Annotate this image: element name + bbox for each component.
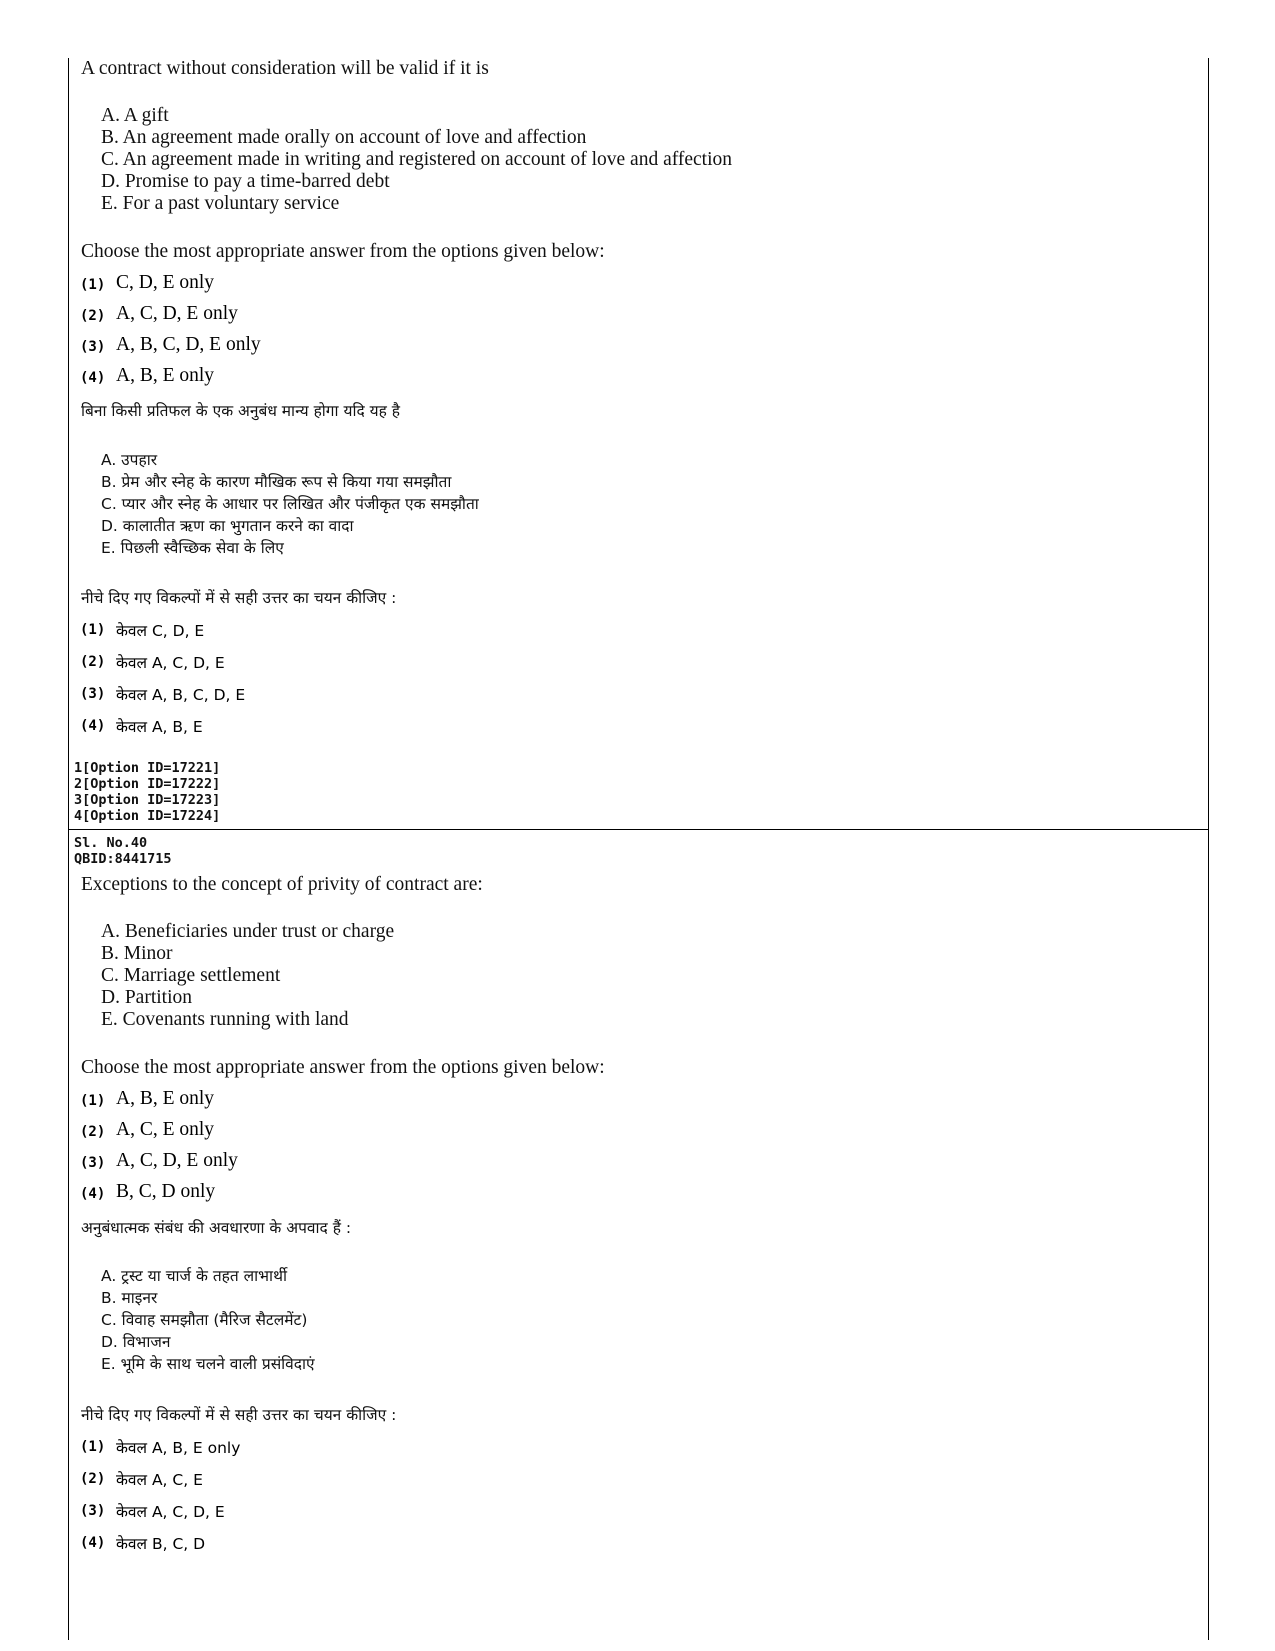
- option-number: (1): [80, 1439, 106, 1455]
- q2-statement-en-c: C. Marriage settlement: [101, 965, 281, 986]
- q1-statement-hi-c: C. प्यार और स्नेह के आधार पर लिखित और पंजीकृत एक समझौता: [101, 495, 479, 513]
- option-text: केवल A, C, E: [116, 1471, 203, 1489]
- option-text: केवल A, C, D, E: [116, 654, 225, 672]
- q1-statement-en-b: B. An agreement made orally on account of love and affection: [101, 127, 587, 148]
- option-text: A, C, D, E only: [116, 1150, 238, 1171]
- option-text: A, B, E only: [116, 365, 215, 386]
- q2-question-hi: अनुबंधात्मक संबंध की अवधारणा के अपवाद हैं :: [81, 1219, 352, 1237]
- option-number: (3): [80, 1155, 106, 1171]
- option-text: A, C, D, E only: [116, 303, 238, 324]
- q1-statement-hi-a: A. उपहार: [101, 451, 158, 469]
- option-number: (3): [80, 1503, 106, 1519]
- q1-statement-en-d: D. Promise to pay a time-barred debt: [101, 171, 390, 192]
- q1-statement-hi-e: E. पिछली स्वैच्छिक सेवा के लिए: [101, 539, 284, 557]
- q1-statement-hi-b: B. प्रेम और स्नेह के कारण मौखिक रूप से किया गया समझौता: [101, 473, 452, 491]
- option-id-2: 2[Option ID=17222]: [74, 776, 221, 792]
- q1-statement-en-a: A. A gift: [101, 105, 169, 126]
- option-text: C, D, E only: [116, 272, 215, 293]
- option-text: B, C, D only: [116, 1181, 216, 1202]
- option-number: (1): [80, 1093, 106, 1109]
- option-text: A, C, E only: [116, 1119, 215, 1140]
- option-number: (1): [80, 277, 106, 293]
- q2-choose-prompt-hi: नीचे दिए गए विकल्पों में से सही उत्तर का चयन कीजिए :: [81, 1406, 397, 1424]
- option-id-4: 4[Option ID=17224]: [74, 808, 221, 824]
- option-number: (2): [80, 1124, 106, 1140]
- q2-statement-hi-c: C. विवाह समझौता (मैरिज सैटलमेंट): [101, 1311, 308, 1329]
- option-number: (4): [80, 718, 106, 734]
- option-number: (4): [80, 1535, 106, 1551]
- option-text: केवल C, D, E: [116, 622, 205, 640]
- option-text: A, B, C, D, E only: [116, 334, 261, 355]
- q1-statement-en-e: E. For a past voluntary service: [101, 193, 340, 214]
- q1-statement-en-c: C. An agreement made in writing and registered on account of love and affection: [101, 149, 733, 170]
- option-number: (3): [80, 339, 106, 355]
- option-text: A, B, E only: [116, 1088, 215, 1109]
- q2-statement-en-e: E. Covenants running with land: [101, 1009, 349, 1030]
- q2-statement-hi-b: B. माइनर: [101, 1289, 158, 1307]
- page-frame-right: [1208, 58, 1209, 1640]
- q2-statement-en-b: B. Minor: [101, 943, 173, 964]
- option-number: (2): [80, 1471, 106, 1487]
- option-number: (1): [80, 622, 106, 638]
- option-id-3: 3[Option ID=17223]: [74, 792, 221, 808]
- option-id-1: 1[Option ID=17221]: [74, 760, 221, 776]
- option-text: केवल A, B, C, D, E: [116, 686, 246, 704]
- option-text: केवल B, C, D: [116, 1535, 206, 1553]
- qbid: QBID:8441715: [74, 851, 172, 867]
- q1-question-hi: बिना किसी प्रतिफल के एक अनुबंध मान्य होगा यदि यह है: [81, 402, 401, 420]
- option-number: (2): [80, 308, 106, 324]
- option-text: केवल A, C, D, E: [116, 1503, 225, 1521]
- q2-statement-en-d: D. Partition: [101, 987, 192, 1008]
- q2-statement-hi-d: D. विभाजन: [101, 1333, 171, 1351]
- q2-question-en: Exceptions to the concept of privity of contract are:: [81, 874, 483, 895]
- q1-choose-prompt-en: Choose the most appropriate answer from the options given below:: [81, 241, 605, 262]
- q2-statement-hi-e: E. भूमि के साथ चलने वाली प्रसंविदाएं: [101, 1355, 315, 1373]
- option-number: (4): [80, 1186, 106, 1202]
- q1-statement-hi-d: D. कालातीत ऋण का भुगतान करने का वादा: [101, 517, 354, 535]
- option-number: (2): [80, 654, 106, 670]
- q2-statement-hi-a: A. ट्रस्ट या चार्ज के तहत लाभार्थी: [101, 1267, 287, 1285]
- q2-statement-en-a: A. Beneficiaries under trust or charge: [101, 921, 395, 942]
- q1-choose-prompt-hi: नीचे दिए गए विकल्पों में से सही उत्तर का चयन कीजिए :: [81, 589, 397, 607]
- option-number: (4): [80, 370, 106, 386]
- page-frame-left: [68, 58, 69, 1640]
- option-number: (3): [80, 686, 106, 702]
- question-divider: [68, 829, 1209, 830]
- q1-question-en: A contract without consideration will be valid if it is: [81, 58, 489, 79]
- q2-choose-prompt-en: Choose the most appropriate answer from the options given below:: [81, 1057, 605, 1078]
- option-text: केवल A, B, E only: [116, 1439, 241, 1457]
- option-text: केवल A, B, E: [116, 718, 203, 736]
- serial-number: Sl. No.40: [74, 835, 148, 851]
